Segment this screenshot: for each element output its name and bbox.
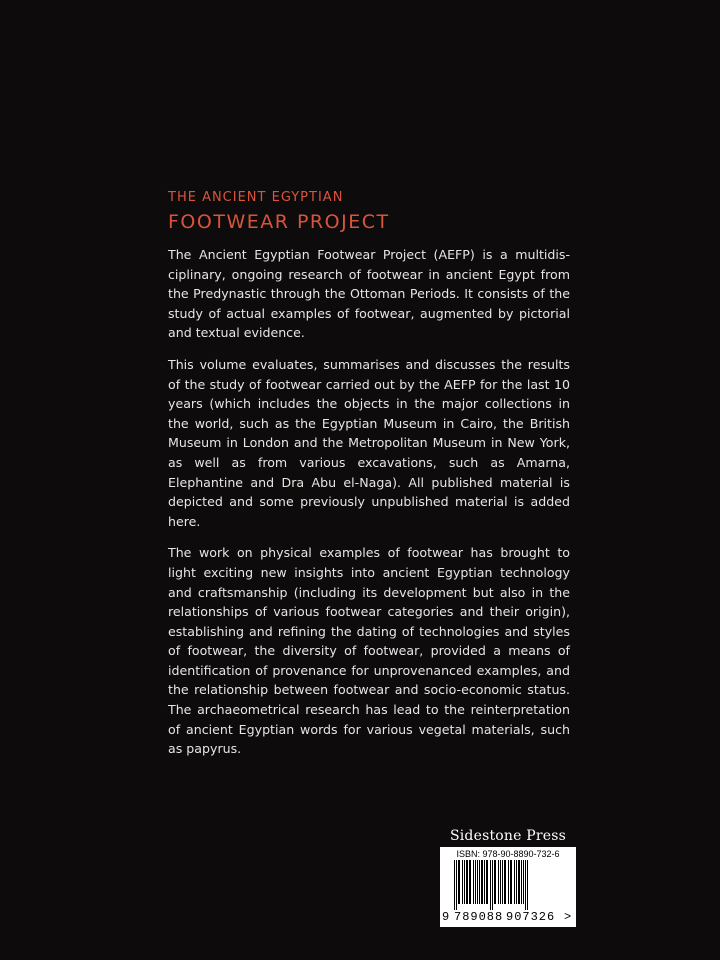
barcode-bar bbox=[498, 860, 499, 904]
barcode-bar bbox=[464, 860, 465, 904]
blurb-text bbox=[168, 245, 570, 771]
barcode-bar bbox=[504, 860, 506, 904]
barcode-right-group: 907326 bbox=[506, 910, 556, 924]
barcode-bar bbox=[473, 860, 474, 904]
barcode-bar bbox=[510, 860, 512, 904]
barcode-bar bbox=[454, 860, 455, 910]
blurb-paragraph-3: The work on physical examples of footwear has brought to light exciting new insights into ancient Egyptian technology and craftsmanship (including its development but also in the relationships of various footwear categories and their origin), establishing and refining the dating of technologies and styles of footwear, the diversity of footwear, provided a means of identification of provenance for unprovenanced examples, and the relationship between footwear and socio-economic status. The archaeometrical research has lead to the reinterpretation of ancient Egyptian words for various vegetal materials, such as papyrus. bbox=[168, 545, 570, 757]
barcode-bar bbox=[518, 860, 520, 904]
barcode-bar bbox=[484, 860, 485, 904]
barcode-bar bbox=[481, 860, 483, 904]
title-line-2: FOOTWEAR PROJECT bbox=[168, 211, 390, 233]
barcode-bar bbox=[475, 860, 476, 904]
barcode-bar bbox=[490, 860, 491, 910]
barcode-bars bbox=[446, 860, 570, 910]
blurb-paragraph-2: This volume evaluates, summarises and discusses the results of the study of footwear carried out by the AEFP for the last 10 years (which includes the objects in the major collections in the world, such as the Egyptian Museum in Cairo, the British Museum in London and the Metropolitan Museum in New York, as well as from various excavations, such as Amarna, Elephantine and Dra Abu el-Naga). All published material is depicted and some previously unpublished material is added here. bbox=[168, 356, 570, 529]
barcode-bar bbox=[486, 860, 488, 904]
barcode-bar bbox=[456, 860, 457, 910]
blurb-paragraph-1: The Ancient Egyptian Footwear Project (AEFP) is a multidisciplinary, ongoing research of footwear in ancient Egypt from the Predynastic through the Ottoman Periods. It consists of the study of actual examples of footwear, augmented by pictorial and textual evidence. bbox=[168, 247, 570, 341]
publisher-name: Sidestone Press bbox=[449, 828, 567, 844]
barcode-left-group: 789088 bbox=[454, 910, 504, 924]
barcode-bar bbox=[523, 860, 524, 904]
barcode-bar bbox=[516, 860, 517, 904]
isbn-barcode bbox=[440, 847, 576, 927]
barcode-bar bbox=[477, 860, 478, 904]
barcode-bar bbox=[479, 860, 480, 904]
barcode-bar bbox=[527, 860, 528, 910]
title-block bbox=[168, 190, 588, 234]
barcode-bar bbox=[469, 860, 471, 904]
barcode-bar bbox=[525, 860, 526, 910]
barcode-bar bbox=[494, 860, 496, 904]
barcode-bar bbox=[458, 860, 460, 904]
barcode-bar bbox=[502, 860, 503, 904]
barcode-bar bbox=[462, 860, 463, 904]
barcode-bar bbox=[492, 860, 493, 910]
barcode-first-digit: 9 bbox=[442, 910, 450, 924]
barcode-arrow: > bbox=[564, 910, 572, 924]
barcode-bar bbox=[514, 860, 515, 904]
barcode-bar bbox=[500, 860, 501, 904]
barcode-bar bbox=[508, 860, 509, 904]
barcode-bar bbox=[521, 860, 522, 904]
barcode-bar bbox=[466, 860, 468, 904]
isbn-label: ISBN: 978-90-8890-732-6 bbox=[456, 849, 560, 859]
title-line-1: THE ANCIENT EGYPTIAN bbox=[168, 190, 344, 205]
